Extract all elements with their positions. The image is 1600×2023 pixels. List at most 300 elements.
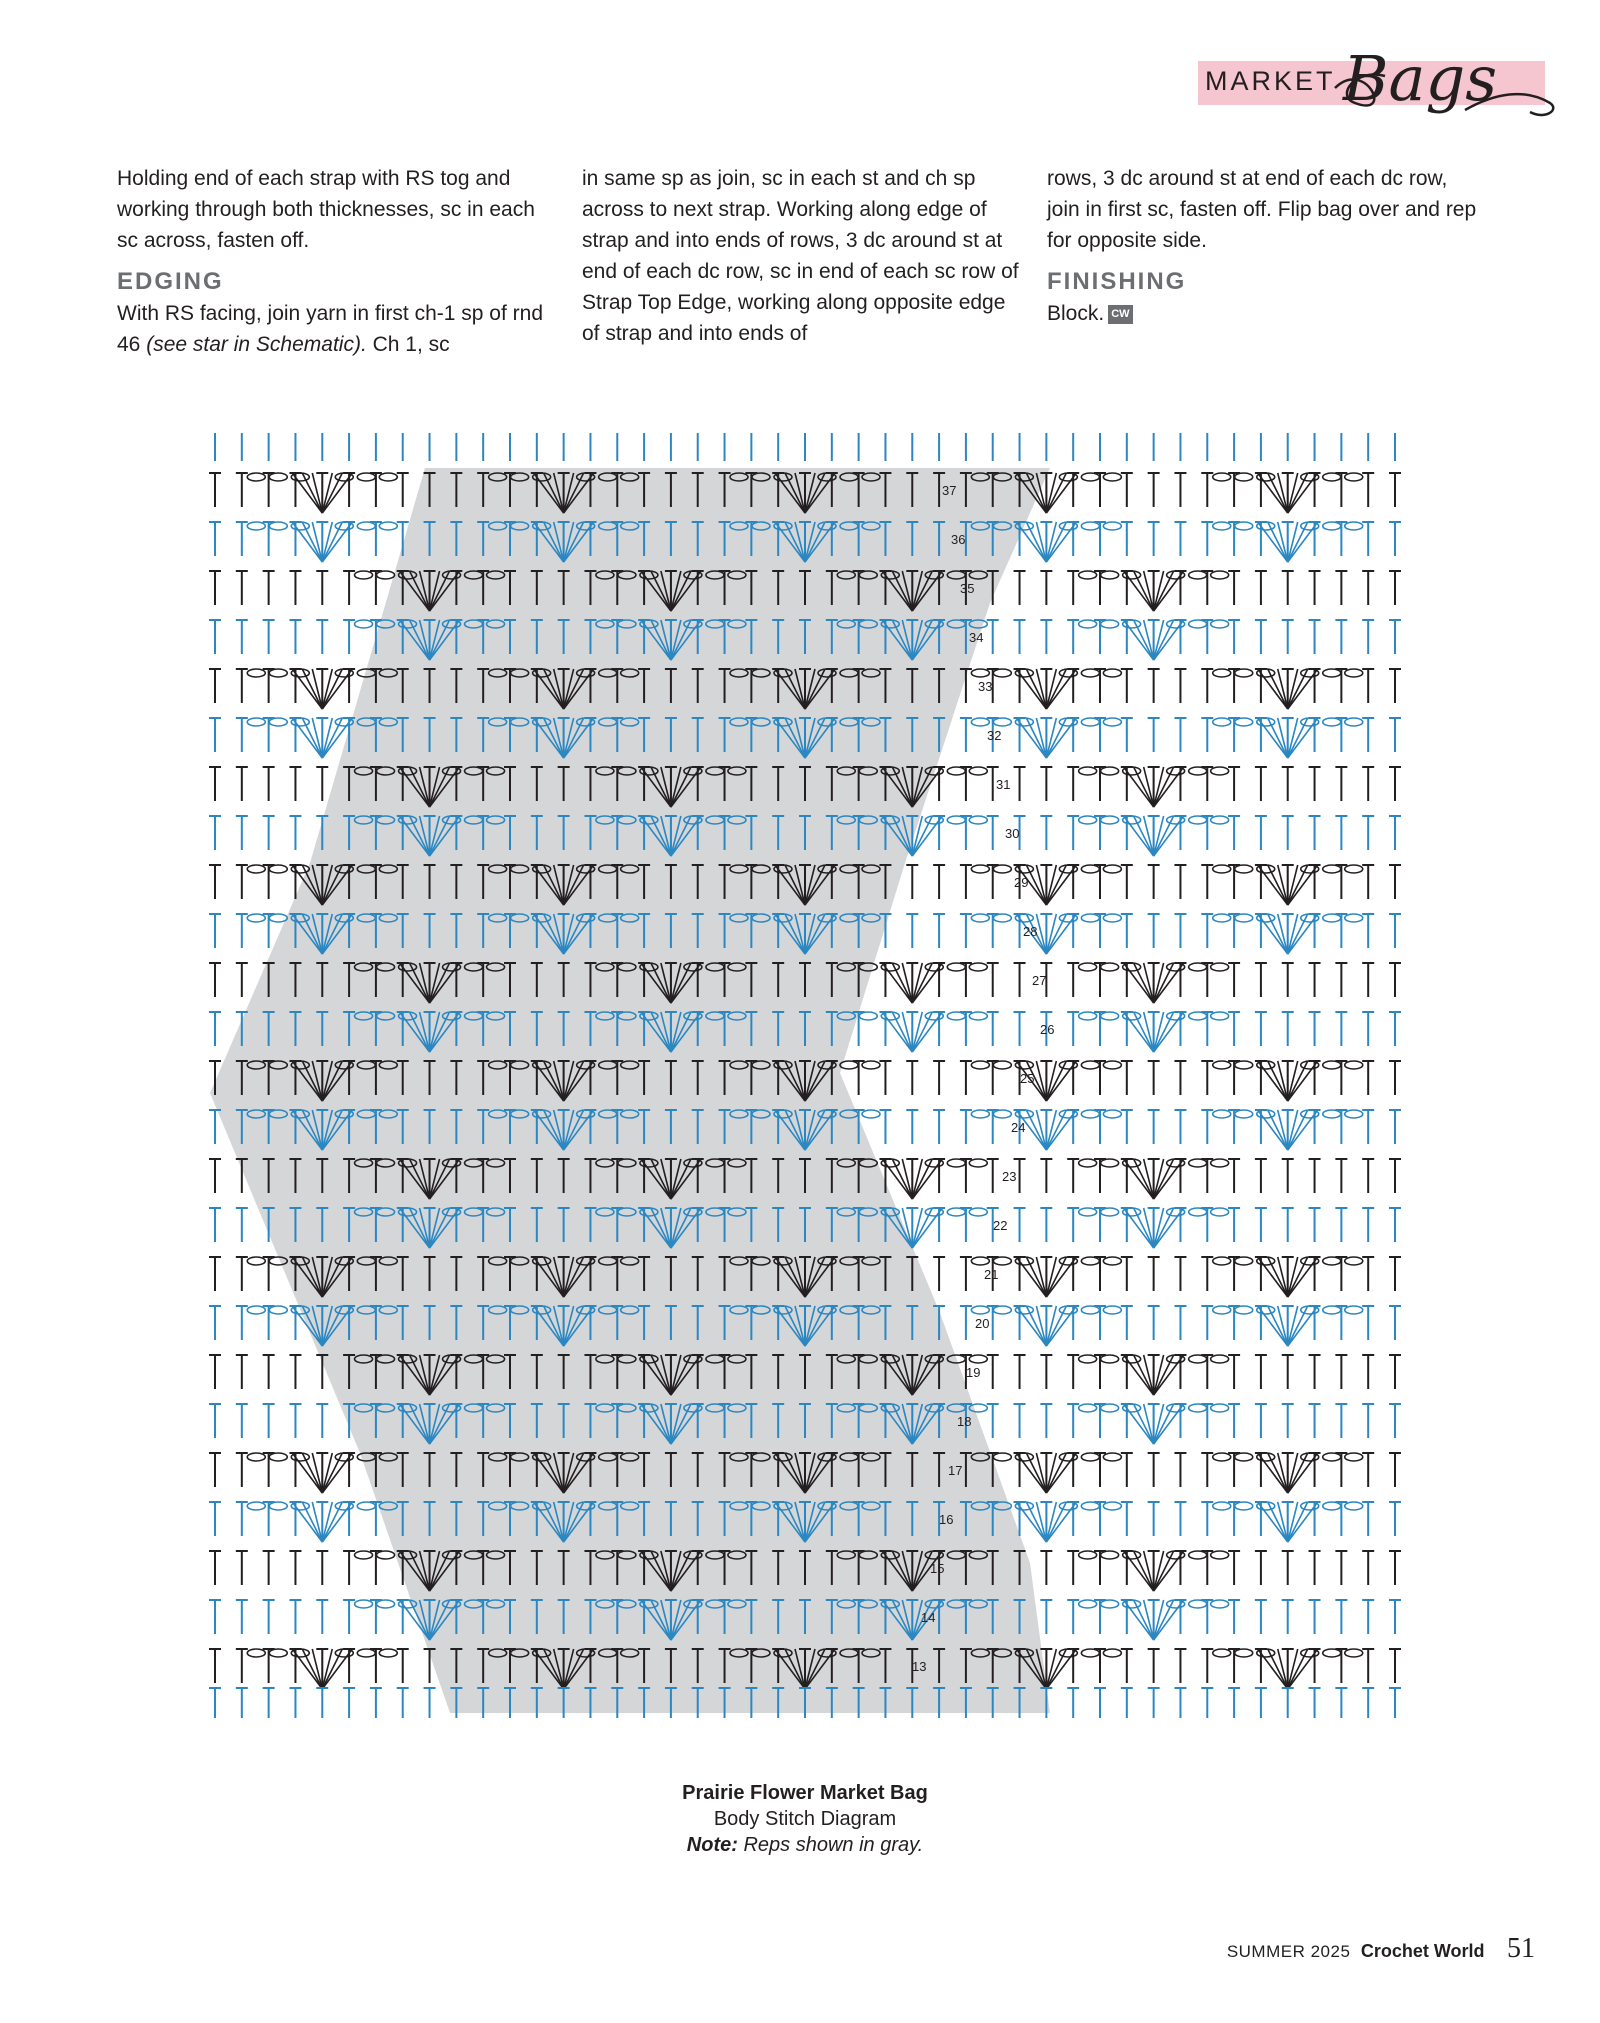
stitch-mark [236, 767, 248, 801]
stitch-mark [1121, 1649, 1133, 1683]
fan-cluster [1213, 1502, 1363, 1542]
fan-cluster [1213, 1306, 1363, 1346]
stitch-mark [1228, 1012, 1240, 1046]
fan-cluster [1079, 1159, 1229, 1199]
stitch-mark [1014, 767, 1026, 801]
stitch-mark [263, 1404, 275, 1438]
stitch-mark [1121, 1453, 1133, 1487]
stitch-mark [1174, 1257, 1186, 1291]
stitch-mark [1201, 1257, 1213, 1291]
stitch-mark [933, 1257, 945, 1291]
stitch-mark [1282, 1551, 1294, 1585]
stitch-mark [1335, 1355, 1347, 1389]
stitch-mark [1121, 522, 1133, 556]
stitch-mark [1228, 1208, 1240, 1242]
stitch-mark [1121, 914, 1133, 948]
stitch-mark [209, 1649, 221, 1683]
stitch-mark [1335, 1404, 1347, 1438]
stitch-mark [397, 473, 409, 507]
stitch-mark [1228, 1404, 1240, 1438]
stitch-mark [1201, 718, 1213, 752]
stitch-mark [1148, 1502, 1160, 1536]
stitch-mark [209, 620, 221, 654]
stitch-mark [1282, 1600, 1294, 1634]
stitch-mark [1389, 1404, 1401, 1438]
stitch-mark [1335, 767, 1347, 801]
stitch-mark [1282, 620, 1294, 654]
stitch-mark [1228, 571, 1240, 605]
stitch-mark [209, 718, 221, 752]
stitch-mark [1282, 963, 1294, 997]
stitch-mark [1174, 1061, 1186, 1095]
stitch-mark [1389, 669, 1401, 703]
stitch-mark [1040, 1600, 1052, 1634]
stitch-mark [987, 1355, 999, 1389]
row-number-label: 36 [951, 532, 966, 547]
stitch-mark [1174, 718, 1186, 752]
stitch-mark [236, 522, 248, 556]
stitch-mark [1255, 1551, 1267, 1585]
cw-end-badge: CW [1108, 305, 1132, 324]
stitch-mark [1389, 1159, 1401, 1193]
row-number-label: 26 [1040, 1022, 1055, 1037]
stitch-mark [1362, 963, 1374, 997]
stitch-mark [1309, 620, 1321, 654]
stitch-mark [1335, 1012, 1347, 1046]
caption-note: Note: Reps shown in gray. [686, 1834, 924, 1856]
stitch-mark [1014, 620, 1026, 654]
stitch-mark [1362, 816, 1374, 850]
stitch-mark [1335, 571, 1347, 605]
stitch-mark [987, 816, 999, 850]
stitch-mark [397, 1649, 409, 1683]
stitch-mark [1228, 1600, 1240, 1634]
stitch-mark [1282, 767, 1294, 801]
stitch-mark [1040, 1404, 1052, 1438]
stitch-mark [1309, 816, 1321, 850]
stitch-mark [1067, 1355, 1079, 1389]
stitch-mark [1362, 571, 1374, 605]
stitch-mark [1121, 473, 1133, 507]
fan-cluster [1079, 1600, 1229, 1640]
stitch-mark [933, 1061, 945, 1095]
stitch-mark [1362, 1012, 1374, 1046]
stitch-mark [1389, 571, 1401, 605]
stitch-mark [236, 1649, 248, 1683]
stitch-mark [1282, 1355, 1294, 1389]
page-number: 51 [1507, 1933, 1535, 1964]
stitch-mark [1255, 1355, 1267, 1389]
stitch-mark [1228, 1355, 1240, 1389]
issue-label: SUMMER 2025 [1226, 1942, 1351, 1961]
stitch-mark [1067, 816, 1079, 850]
stitch-mark [289, 816, 301, 850]
stitch-mark [960, 1110, 972, 1144]
stitch-mark [1389, 767, 1401, 801]
fan-cluster [247, 1649, 397, 1689]
stitch-mark [289, 1551, 301, 1585]
stitch-mark [1040, 620, 1052, 654]
stitch-mark [263, 816, 275, 850]
stitch-mark [1309, 767, 1321, 801]
stitch-mark [1255, 1012, 1267, 1046]
row-number-label: 37 [942, 483, 957, 498]
stitch-mark [960, 914, 972, 948]
fan-cluster [1213, 669, 1363, 709]
fan-cluster [1213, 473, 1363, 513]
fan-cluster [247, 1502, 397, 1542]
stitch-mark [1362, 1061, 1374, 1095]
stitch-mark [316, 1404, 328, 1438]
edging-heading: EDGING [117, 268, 224, 295]
stitch-mark [1362, 1502, 1374, 1536]
stitch-mark [209, 473, 221, 507]
stitch-mark [1362, 669, 1374, 703]
stitch-mark [1121, 669, 1133, 703]
stitch-mark [263, 1600, 275, 1634]
stitch-mark [1174, 522, 1186, 556]
stitch-mark [1067, 1404, 1079, 1438]
fan-cluster [1213, 1257, 1363, 1297]
stitch-diagram-svg [200, 433, 1410, 1773]
stitch-mark [1362, 1257, 1374, 1291]
row-number-label: 27 [1032, 973, 1047, 988]
stitch-mark [1335, 816, 1347, 850]
stitch-mark [1335, 1551, 1347, 1585]
stitch-mark [209, 1306, 221, 1340]
stitch-mark [1014, 1404, 1026, 1438]
section-script-title: Bags [1343, 42, 1498, 115]
stitch-mark [1148, 718, 1160, 752]
stitch-mark [1389, 1257, 1401, 1291]
stitch-mark [1040, 1355, 1052, 1389]
stitch-mark [1148, 522, 1160, 556]
stitch-mark [1389, 522, 1401, 556]
stitch-mark [236, 914, 248, 948]
fan-cluster [1079, 1355, 1229, 1395]
stitch-mark [1282, 1012, 1294, 1046]
stitch-mark [1335, 1159, 1347, 1193]
stitch-mark [343, 620, 355, 654]
stitch-mark [1174, 669, 1186, 703]
stitch-mark [236, 718, 248, 752]
stitch-mark [1282, 1208, 1294, 1242]
finishing-heading: FINISHING [1047, 268, 1187, 295]
stitch-mark [263, 767, 275, 801]
stitch-mark [1148, 1061, 1160, 1095]
stitch-mark [343, 1551, 355, 1585]
stitch-mark [209, 914, 221, 948]
stitch-mark [1335, 1208, 1347, 1242]
stitch-mark [1040, 571, 1052, 605]
fan-cluster [1079, 767, 1229, 807]
row-number-label: 34 [969, 630, 984, 645]
stitch-mark [1282, 1159, 1294, 1193]
row-number-label: 13 [912, 1659, 927, 1674]
row-number-label: 33 [978, 679, 993, 694]
stitch-mark [316, 1600, 328, 1634]
stitch-mark [1148, 865, 1160, 899]
stitch-mark [1121, 1110, 1133, 1144]
stitch-mark [289, 767, 301, 801]
stitch-mark [289, 1355, 301, 1389]
stitch-mark [1389, 1306, 1401, 1340]
stitch-mark [1309, 1551, 1321, 1585]
row-number-label: 23 [1002, 1169, 1017, 1184]
stitch-mark [960, 1257, 972, 1291]
stitch-mark [1282, 816, 1294, 850]
stitch-mark [1201, 1649, 1213, 1683]
stitch-mark [1148, 1306, 1160, 1340]
stitch-mark [1121, 1061, 1133, 1095]
stitch-mark [289, 1600, 301, 1634]
fan-cluster [1079, 1551, 1229, 1591]
stitch-mark [1174, 473, 1186, 507]
row-number-label: 31 [996, 777, 1011, 792]
stitch-mark [1014, 571, 1026, 605]
page-footer [1227, 1933, 1535, 1965]
stitch-mark [1362, 914, 1374, 948]
stitch-mark [1362, 1159, 1374, 1193]
stitch-mark [1201, 1306, 1213, 1340]
fan-cluster [971, 865, 1121, 905]
stitch-mark [1389, 473, 1401, 507]
fan-cluster [1213, 1649, 1363, 1689]
stitch-mark [209, 1012, 221, 1046]
stitch-mark [1174, 1453, 1186, 1487]
row-number-label: 30 [1005, 826, 1020, 841]
stitch-mark [1335, 620, 1347, 654]
stitch-mark [1362, 522, 1374, 556]
stitch-mark [906, 1061, 918, 1095]
fan-cluster [1213, 865, 1363, 905]
stitch-mark [933, 914, 945, 948]
stitch-mark [1282, 1404, 1294, 1438]
stitch-mark [1067, 767, 1079, 801]
stitch-mark [209, 1257, 221, 1291]
stitch-mark [1362, 767, 1374, 801]
stitch-mark [209, 1502, 221, 1536]
stitch-mark [209, 1600, 221, 1634]
rep-shading-region [210, 468, 1050, 1713]
fan-cluster [971, 1110, 1121, 1150]
stitch-mark [987, 1159, 999, 1193]
stitch-mark [1121, 1502, 1133, 1536]
stitch-mark [1389, 816, 1401, 850]
fan-cluster [1079, 1404, 1229, 1444]
stitch-mark [1201, 1502, 1213, 1536]
stitch-mark [209, 816, 221, 850]
stitch-mark [906, 914, 918, 948]
stitch-mark [1148, 914, 1160, 948]
stitch-mark [209, 669, 221, 703]
section-label: MARKET [1205, 66, 1336, 96]
stitch-mark [1255, 767, 1267, 801]
stitch-mark [316, 1551, 328, 1585]
stitch-mark [1255, 1600, 1267, 1634]
magazine-name: Crochet World [1360, 1941, 1485, 1961]
stitch-mark [289, 571, 301, 605]
stitch-mark [1389, 718, 1401, 752]
fan-cluster [1079, 571, 1229, 611]
fan-cluster [971, 669, 1121, 709]
stitch-mark [1309, 1012, 1321, 1046]
stitch-mark [1228, 620, 1240, 654]
stitch-mark [1255, 620, 1267, 654]
stitch-mark [263, 1551, 275, 1585]
row-number-label: 25 [1020, 1071, 1035, 1086]
stitch-mark [1309, 1600, 1321, 1634]
schematic-reference: (see star in Schematic). [146, 333, 367, 356]
stitch-mark [1014, 963, 1026, 997]
stitch-mark [1335, 963, 1347, 997]
stitch-mark [209, 1404, 221, 1438]
stitch-mark [1389, 620, 1401, 654]
stitch-mark [236, 1257, 248, 1291]
stitch-mark [1389, 1453, 1401, 1487]
stitch-mark [1389, 914, 1401, 948]
stitch-mark [263, 620, 275, 654]
stitch-mark [1255, 1159, 1267, 1193]
stitch-mark [1389, 865, 1401, 899]
stitch-mark [1282, 571, 1294, 605]
stitch-mark [1362, 1600, 1374, 1634]
stitch-mark [1362, 718, 1374, 752]
stitch-mark [879, 1061, 891, 1095]
stitch-mark [1335, 1600, 1347, 1634]
stitch-mark [236, 1551, 248, 1585]
stitch-mark [209, 1159, 221, 1193]
stitch-mark [1362, 1110, 1374, 1144]
fan-cluster [247, 473, 397, 513]
stitch-mark [1362, 1551, 1374, 1585]
stitch-mark [236, 620, 248, 654]
stitch-mark [1067, 963, 1079, 997]
row-number-label: 22 [993, 1218, 1008, 1233]
fan-cluster [971, 914, 1121, 954]
fan-cluster [1079, 816, 1229, 856]
stitch-mark [1362, 1404, 1374, 1438]
stitch-mark [1014, 1355, 1026, 1389]
stitch-mark [1362, 865, 1374, 899]
stitch-mark [1201, 1061, 1213, 1095]
row-number-label: 28 [1023, 924, 1038, 939]
stitch-mark [1389, 1502, 1401, 1536]
fan-cluster [971, 1306, 1121, 1346]
stitch-mark [1067, 1159, 1079, 1193]
stitch-mark [289, 620, 301, 654]
row-number-label: 29 [1014, 875, 1029, 890]
stitch-mark [933, 1110, 945, 1144]
stitch-mark [1201, 1110, 1213, 1144]
stitch-mark [1389, 1551, 1401, 1585]
stitch-mark [960, 865, 972, 899]
stitch-mark [1389, 1110, 1401, 1144]
stitch-mark [1228, 1551, 1240, 1585]
stitch-mark [1014, 1208, 1026, 1242]
stitch-mark [1389, 1355, 1401, 1389]
stitch-mark [1309, 1208, 1321, 1242]
row-number-label: 19 [966, 1365, 981, 1380]
stitch-mark [1255, 963, 1267, 997]
stitch-mark [1255, 1208, 1267, 1242]
paragraph: Holding end of each strap with RS tog and working through both thicknesses, sc in each sc across, fasten off. [117, 167, 535, 252]
stitch-mark [1389, 1061, 1401, 1095]
row-number-label: 14 [921, 1610, 936, 1625]
stitch-mark [236, 571, 248, 605]
stitch-mark [1174, 1306, 1186, 1340]
stitch-mark [906, 1110, 918, 1144]
row-number-label: 35 [960, 581, 975, 596]
stitch-mark [209, 963, 221, 997]
row-number-label: 24 [1011, 1120, 1026, 1135]
stitch-mark [236, 1306, 248, 1340]
stitch-mark [236, 1208, 248, 1242]
stitch-mark [1201, 669, 1213, 703]
stitch-mark [236, 1453, 248, 1487]
stitch-mark [1309, 571, 1321, 605]
stitch-mark [316, 571, 328, 605]
stitch-mark [236, 1404, 248, 1438]
stitch-mark [879, 1110, 891, 1144]
stitch-mark [960, 1306, 972, 1340]
fan-cluster [1213, 1453, 1363, 1493]
stitch-mark [263, 571, 275, 605]
row-number-label: 20 [975, 1316, 990, 1331]
stitch-mark [1067, 1600, 1079, 1634]
stitch-mark [1040, 1159, 1052, 1193]
stitch-mark [1040, 1208, 1052, 1242]
stitch-mark [1255, 571, 1267, 605]
row-number-label: 16 [939, 1512, 954, 1527]
paragraph: With RS facing, join yarn in first ch-1 sp of rnd 46 (see star in Schematic). Ch 1, sc [117, 302, 543, 356]
stitch-mark [1148, 669, 1160, 703]
fan-cluster [1079, 620, 1229, 660]
stitch-mark [1228, 767, 1240, 801]
fan-cluster [1079, 963, 1229, 1003]
stitch-mark [1309, 1355, 1321, 1389]
stitch-mark [906, 865, 918, 899]
stitch-mark [1389, 963, 1401, 997]
stitch-mark [209, 1355, 221, 1389]
fan-cluster [1213, 1061, 1363, 1101]
stitch-mark [1389, 1649, 1401, 1683]
stitch-mark [1067, 1208, 1079, 1242]
stitch-mark [1148, 1257, 1160, 1291]
stitch-mark [1067, 1551, 1079, 1585]
fan-cluster [1213, 718, 1363, 758]
stitch-mark [960, 1061, 972, 1095]
stitch-mark [1174, 1649, 1186, 1683]
stitch-mark [1067, 1012, 1079, 1046]
stitch-mark [316, 767, 328, 801]
stitch-mark [236, 1600, 248, 1634]
stitch-mark [1201, 865, 1213, 899]
stitch-mark [1309, 1404, 1321, 1438]
fan-cluster [247, 522, 397, 562]
stitch-mark [263, 1355, 275, 1389]
fan-cluster [1079, 1012, 1229, 1052]
stitch-mark [1362, 1453, 1374, 1487]
stitch-mark [1040, 816, 1052, 850]
stitch-mark [987, 963, 999, 997]
stitch-mark [209, 865, 221, 899]
row-number-label: 15 [930, 1561, 945, 1576]
text-column-1 [117, 163, 557, 360]
stitch-mark [1014, 1012, 1026, 1046]
stitch-mark [1255, 816, 1267, 850]
stitch-mark [343, 1600, 355, 1634]
